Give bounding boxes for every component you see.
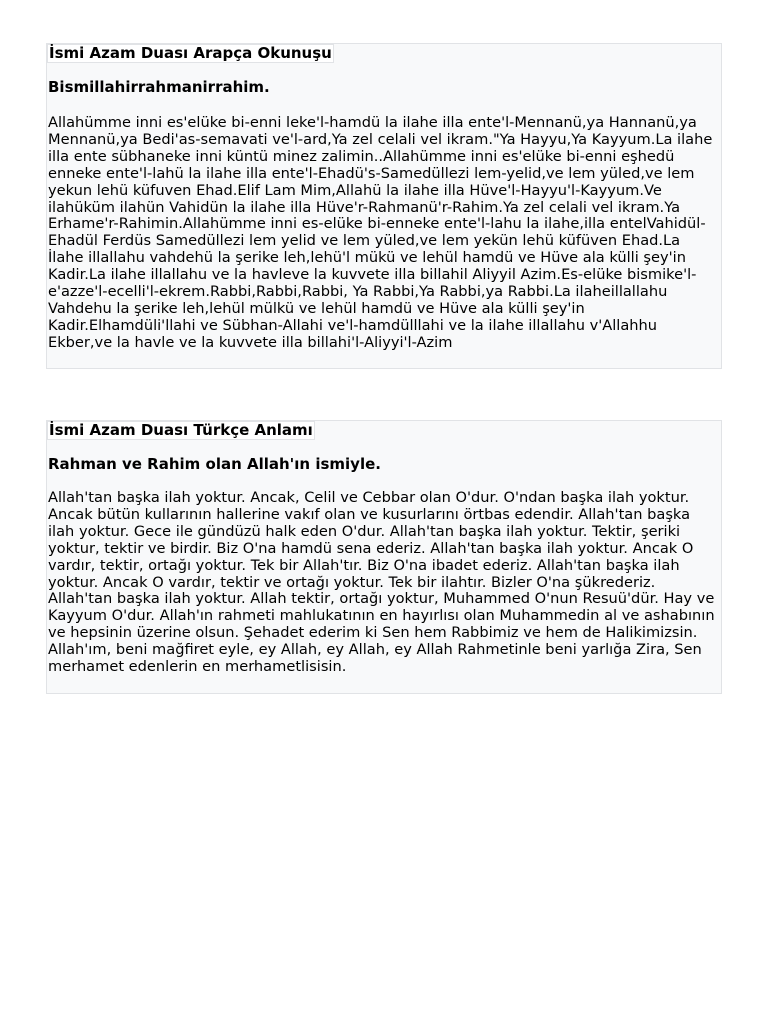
section-arabic-reading [46, 43, 722, 369]
section-body: Allah'tan başka ilah yoktur. Ancak, Celil ve Cebbar olan O'dur. O'ndan başka ilah yoktur. Ancak bütün kullarının hallerine vakıf olan ve kusurlarını örtbas edendir. Allah'tan başka ilah yoktur. Gece ile gündüzü halk eden O'dur. Allah'tan başka ilah yoktur. Tektir, şeriki yoktur, tektir ve birdir. Biz O'na hamdü sena ederiz. Allah'tan başka ilah yoktur. Ancak O vardır, tektir, ortağı yoktur. Tek bir Allah'tır. Biz O'na ibadet ederiz. Allah'tan başka ilah yoktur. Ancak O vardır, tektir ve ortağı yoktur. Tek bir ilahtır. Bizler O'na şükrederiz. Allah'tan başka ilah yoktur. Allah tektir, ortağı yoktur, Muhammed O'nun Resuü'dür. Hay ve Kayyum O'dur. Allah'ın rahmeti mahlukatının en hayırlısı olan Muhammedin al ve ashabının ve hepsinin üzerine olsun. Şehadet ederim ki Sen hem Rabbimiz ve hem de Halikimizsin. Allah'ım, beni mağfiret eyle, ey Allah, ey Allah, ey Allah Rahmetinle beni yarlığa Zira, Sen merhamet edenlerin en merhametlisisin. [48, 489, 715, 676]
section-subheading: Rahman ve Rahim olan Allah'ın ismiyle. [48, 455, 381, 473]
section-body: Allahümme inni es'elüke bi-enni leke'l-hamdü la ilahe illa ente'l-Mennanü,ya Hannanü,ya Mennanü,ya Bedi'as-semavati ve'l-ard,Ya zel celali vel ikram."Ya Hayyu,Ya Kayyum.La ilahe illa ente sübhaneke inni küntü minez zalimin..Allahümme inni es'elüke bi-enni eşhedü enneke ente'l-lahü la ilahe illa ente'l-Ehadü's-Samedüllezi lem-yelid,ve lem yüled,ve lem yekun lehü küfuven Ehad.Elif Lam Mim,Allahü la ilahe illa Hüve'l-Hayyu'l-Kayyum.Ve ilahüküm ilahün Vahidün la ilahe illa Hüve'r-Rahmanü'r-Rahim.Ya zel celali vel ikram.Ya Erhame'r-Rahimin.Allahümme inni es-elüke bi-enneke ente'l-lahu la ilahe,illa entelVahidül-Ehadül Ferdüs Samedüllezi lem yelid ve lem yüled,ve lem yekün lehü küfüven Ehad.La İlahe illallahu vahdehü la şerike leh,lehü'l mükü ve lehül hamdü ve Hüve ala külli şey'in Kadir.La ilahe illallahu ve la havleve la kuvvete illa billahil Aliyyil Azim.Es-elüke bismike'l-e'azze'l-ecelli'l-ekrem.Rabbi,Rabbi,Rabbi, Ya Rabbi,Ya Rabbi,ya Rabbi.La ilaheillallahu Vahdehu la şerike leh,lehül mülkü ve lehül hamdü ve Hüve ala külli şey'in Kadir.Elhamdüli'llahi ve Sübhan-Allahi ve'l-hamdülllahi ve la ilahe illallahu v'Allahhu Ekber,ve la havle ve la kuvvete illa billahi'l-Aliyyi'l-Azim [48, 114, 713, 351]
section-heading: İsmi Azam Duası Arapça Okunuşu [49, 44, 332, 62]
section-turkish-meaning [46, 420, 722, 694]
section-subheading: Bismillahirrahmanirrahim. [48, 78, 270, 96]
section-heading: İsmi Azam Duası Türkçe Anlamı [49, 421, 313, 439]
